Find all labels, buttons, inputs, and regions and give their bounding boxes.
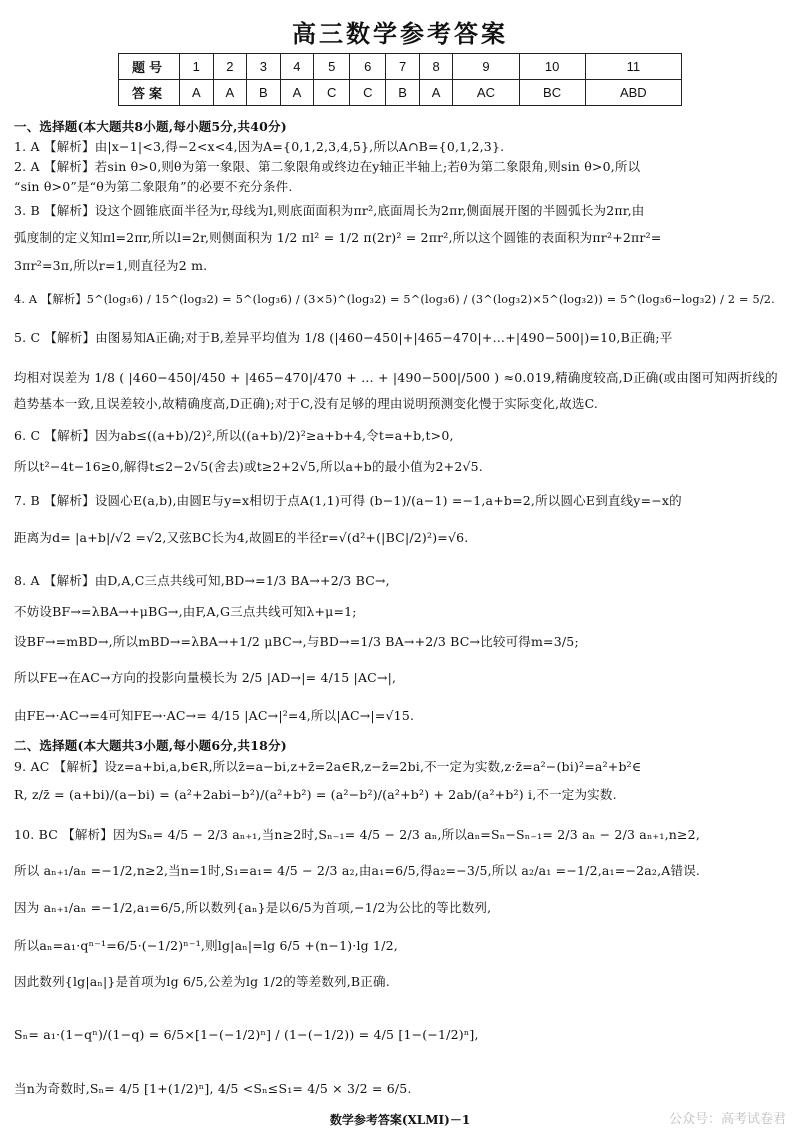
solution-line: 8. A 【解析】由D,A,C三点共线可知,BD→=1/3 BA→+2/3 BC→,: [14, 573, 390, 588]
answer-cell: A: [180, 80, 214, 106]
question-number-cell: 5: [314, 54, 350, 80]
solution-line: 因为 aₙ₊₁/aₙ =−1/2,a₁=6/5,所以数列{aₙ}是以6/5为首项,−1/2为公比的等比数列,: [14, 900, 492, 915]
answer-cell: C: [314, 80, 350, 106]
answer-cell: BC: [519, 80, 585, 106]
solution-line: 所以 aₙ₊₁/aₙ =−1/2,n≥2,当n=1时,S₁=a₁= 4/5 − 2/3 a₂,由a₁=6/5,得a₂=−3/5,所以 a₂/a₁ =−1/2,a₁=−2a₂,A错误.: [14, 863, 701, 878]
answer-cell: A: [280, 80, 314, 106]
solution-line: 由FE→·AC→=4可知FE→·AC→= 4/15 |AC→|²=4,所以|AC→|=√15.: [14, 708, 415, 723]
solution-line: 所以FE→在AC→方向的投影向量模长为 2/5 |AD→|= 4/15 |AC→|,: [14, 670, 397, 685]
solution-line: 4. A 【解析】5^(log₃6) / 15^(log₃2) = 5^(log₃6) / (3×5)^(log₃2) = 5^(log₃6) / (3^(log₃2)×5^(log₃2)) = 5^(log₃6−log₃2) / 2 = 5/2.: [14, 293, 775, 306]
solution-line: 所以aₙ=a₁·qⁿ⁻¹=6/5·(−1/2)ⁿ⁻¹,则lg|aₙ|=lg 6/5 +(n−1)·lg 1/2,: [14, 938, 398, 953]
solution-line: 3. B 【解析】设这个圆锥底面半径为r,母线为l,则底面面积为πr²,底面周长为2πr,侧面展开图的半圆弧长为2πr,由: [14, 203, 645, 218]
solution-line: 因此数列{lg|aₙ|}是首项为lg 6/5,公差为lg 1/2的等差数列,B正确.: [14, 974, 390, 989]
solution-line: 当n为奇数时,Sₙ= 4/5 [1+(1/2)ⁿ], 4/5 <Sₙ≤S₁= 4/5 × 3/2 = 6/5.: [14, 1081, 412, 1096]
solution-line: 2. A 【解析】若sin θ>0,则θ为第一象限、第二象限角或终边在y轴正半轴上;若θ为第二象限角,则sin θ>0,所以: [14, 159, 641, 174]
question-number-cell: 11: [585, 54, 681, 80]
solution-line: 6. C 【解析】因为ab≤((a+b)/2)²,所以((a+b)/2)²≥a+b+4,令t=a+b,t>0,: [14, 428, 454, 443]
solution-line: 趋势基本一致,且误差较小,故精确度高,D正确);对于C,没有足够的理由说明预测变化慢于实际变化,故选C.: [14, 396, 599, 411]
section-heading: 一、选择题(本大题共8小题,每小题5分,共40分): [14, 119, 287, 134]
solution-line: 设BF→=mBD→,所以mBD→=λBA→+1/2 μBC→,与BD→=1/3 BA→+2/3 BC→比较可得m=3/5;: [14, 634, 579, 649]
answer-header: 答案: [119, 80, 180, 106]
watermark: 公众号：高考试卷君: [668, 1112, 786, 1127]
question-number-cell: 7: [386, 54, 420, 80]
solution-line: “sin θ>0”是“θ为第二象限角”的必要不充分条件.: [14, 179, 293, 194]
question-number-cell: 1: [180, 54, 214, 80]
section-heading: 二、选择题(本大题共3小题,每小题6分,共18分): [14, 738, 287, 753]
question-number-row: [119, 54, 682, 80]
answer-key-table: [118, 53, 682, 106]
question-number-cell: 10: [519, 54, 585, 80]
answer-cell: B: [386, 80, 420, 106]
question-number-cell: 9: [453, 54, 519, 80]
solution-line: 9. AC 【解析】设z=a+bi,a,b∈R,所以z̄=a−bi,z+z̄=2a∈R,z−z̄=2bi,不一定为实数,z·z̄=a²−(bi)²=a²+b²∈: [14, 759, 642, 774]
solution-line: 7. B 【解析】设圆心E(a,b),由圆E与y=x相切于点A(1,1)可得 (b−1)/(a−1) =−1,a+b=2,所以圆心E到直线y=−x的: [14, 493, 682, 508]
answer-cell: C: [350, 80, 386, 106]
answer-cell: AC: [453, 80, 519, 106]
question-number-cell: 6: [350, 54, 386, 80]
page-title: 高三数学参考答案: [292, 20, 508, 48]
question-number-cell: 2: [213, 54, 247, 80]
solution-line: Sₙ= a₁·(1−qⁿ)/(1−q) = 6/5×[1−(−1/2)ⁿ] / (1−(−1/2)) = 4/5 [1−(−1/2)ⁿ],: [14, 1027, 479, 1042]
question-number-header: 题号: [119, 54, 180, 80]
solution-line: 弧度制的定义知πl=2πr,所以l=2r,则侧面积为 1/2 πl² = 1/2 π(2r)² = 2πr²,所以这个圆锥的表面积为πr²+2πr²=: [14, 230, 662, 245]
question-number-cell: 4: [280, 54, 314, 80]
answer-cell: B: [247, 80, 281, 106]
solution-line: 1. A 【解析】由|x−1|<3,得−2<x<4,因为A={0,1,2,3,4,5},所以A∩B={0,1,2,3}.: [14, 139, 505, 154]
solution-line: 5. C 【解析】由图易知A正确;对于B,差异平均值为 1/8 (|460−450|+|465−470|+…+|490−500|)=10,B正确;平: [14, 330, 673, 345]
question-number-cell: 3: [247, 54, 281, 80]
solution-line: 距离为d= |a+b|/√2 =√2,又弦BC长为4,故圆E的半径r=√(d²+(|BC|/2)²)=√6.: [14, 530, 469, 545]
solution-line: 10. BC 【解析】因为Sₙ= 4/5 − 2/3 aₙ₊₁,当n≥2时,Sₙ₋₁= 4/5 − 2/3 aₙ,所以aₙ=Sₙ−Sₙ₋₁= 2/3 aₙ − 2/3 aₙ₊₁,n≥2,: [14, 827, 700, 842]
page-footer: 数学参考答案(XLMI)－1: [329, 1113, 471, 1127]
question-number-cell: 8: [419, 54, 453, 80]
answer-cell: ABD: [585, 80, 681, 106]
solution-line: 所以t²−4t−16≥0,解得t≤2−2√5(舍去)或t≥2+2√5,所以a+b的最小值为2+2√5.: [14, 459, 483, 474]
solution-line: 均相对误差为 1/8 ( |460−450|/450 + |465−470|/470 + … + |490−500|/500 ) ≈0.019,精确度较高,D正确(或由图可知两折线的: [14, 370, 778, 385]
solution-line: R, z/z̄ = (a+bi)/(a−bi) = (a²+2abi−b²)/(a²+b²) = (a²−b²)/(a²+b²) + 2ab/(a²+b²) i,不一定为实数.: [14, 787, 617, 802]
solution-line: 不妨设BF→=λBA→+μBG→,由F,A,G三点共线可知λ+μ=1;: [14, 604, 357, 619]
solution-line: 3πr²=3π,所以r=1,则直径为2 m.: [14, 258, 208, 273]
answer-cell: A: [419, 80, 453, 106]
answer-cell: A: [213, 80, 247, 106]
answer-row: [119, 80, 682, 106]
